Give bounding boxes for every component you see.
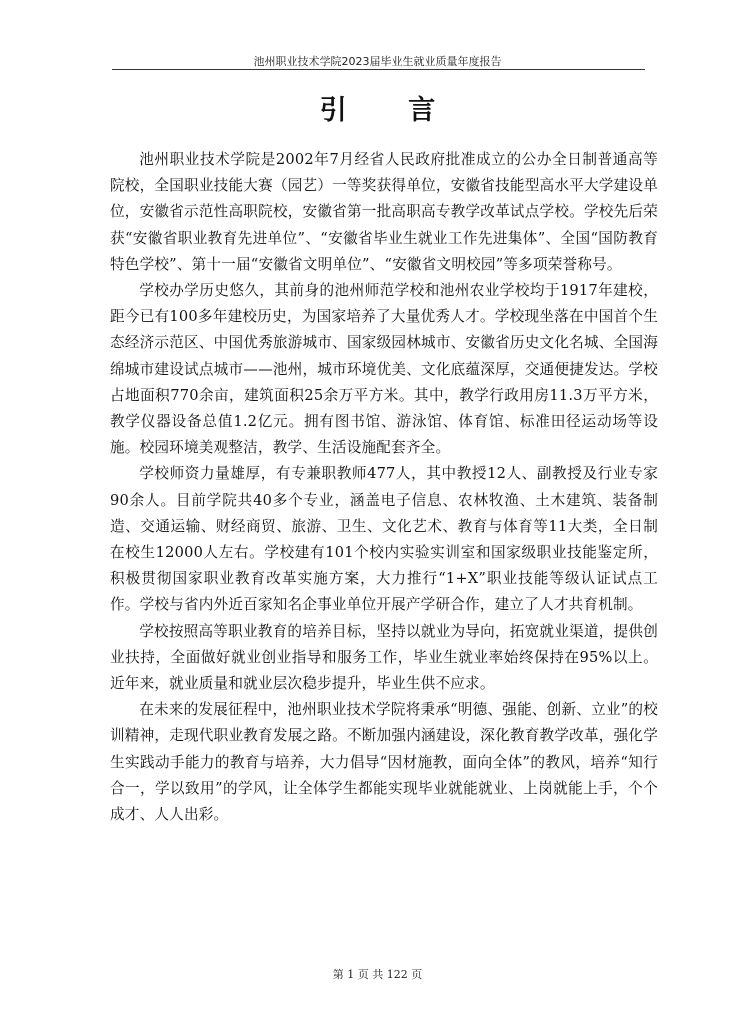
- paragraph-history: 学校办学历史悠久，其前身的池州师范学校和池州农业学校均于1917年建校，距今已有100多年建校历史，为国家培养了大量优秀人才。学校现坐落在中国首个生态经济示范区、中国优秀旅游城市、国家级园林城市、安徽省历史文化名城、全国海绵城市建设试点城市——池州，城市环境优美、文化底蕴深厚，交通便捷发达。学校占地面积770余亩，建筑面积25余万平方米。其中，教学行政用房11.3万平方米，教学仪器设备总值1.2亿元。拥有图书馆、游泳馆、体育馆、标准田径运动场等设施。校园环境美观整洁，教学、生活设施配套齐全。: [110, 282, 658, 457]
- page-number-footer: 第 1 页 共 122 页: [332, 968, 423, 981]
- running-header: 池州职业技术学院2023届毕业生就业质量年度报告: [253, 55, 502, 68]
- paragraph-faculty: 学校师资力量雄厚，有专兼职教师477人，其中教授12人、副教授及行业专家90余人。目前学院共40多个专业，涵盖电子信息、农林牧渔、土木建筑、装备制造、交通运输、财经商贸、旅游、卫生、文化艺术、教育与体育等11大类，全日制在校生12000人左右。学校建有101个校内实验实训室和国家级职业技能鉴定所，积极贯彻国家职业教育改革实施方案，大力推行“1+X”职业技能等级认证试点工作。学校与省内外近百家知名企事业单位开展产学研合作，建立了人才共育机制。: [110, 465, 658, 614]
- body-text: [110, 147, 658, 828]
- header-divider: [112, 69, 645, 70]
- paragraph-employment: 学校按照高等职业教育的培养目标，坚持以就业为导向，拓宽就业渠道，提供创业扶持，全面做好就业创业指导和服务工作，毕业生就业率始终保持在95%以上。近年来，就业质量和就业层次稳步提升，毕业生供不应求。: [110, 622, 658, 693]
- paragraph-intro: 池州职业技术学院是2002年7月经省人民政府批准成立的公办全日制普通高等院校，全国职业技能大赛（园艺）一等奖获得单位，安徽省技能型高水平大学建设单位，安徽省示范性高职院校，安徽省第一批高职高专教学改革试点学校。学校先后荣获“安徽省职业教育先进单位”、“安徽省毕业生就业工作先进集体”、全国“国防教育特色学校”、第十一届“安徽省文明单位”、“安徽省文明校园”等多项荣誉称号。: [110, 151, 658, 273]
- paragraph-future: 在未来的发展征程中，池州职业技术学院将秉承“明德、强能、创新、立业”的校训精神，走现代职业教育发展之路。不断加强内涵建设，深化教育教学改革，强化学生实践动手能力的教育与培养，大力倡导“因材施教，面向全体”的教风，培养“知行合一，学以致用”的学风，让全体学生都能实现毕业就能就业、上岗就能上手，个个成才、人人出彩。: [110, 701, 658, 824]
- page-title: 引 言: [319, 95, 462, 126]
